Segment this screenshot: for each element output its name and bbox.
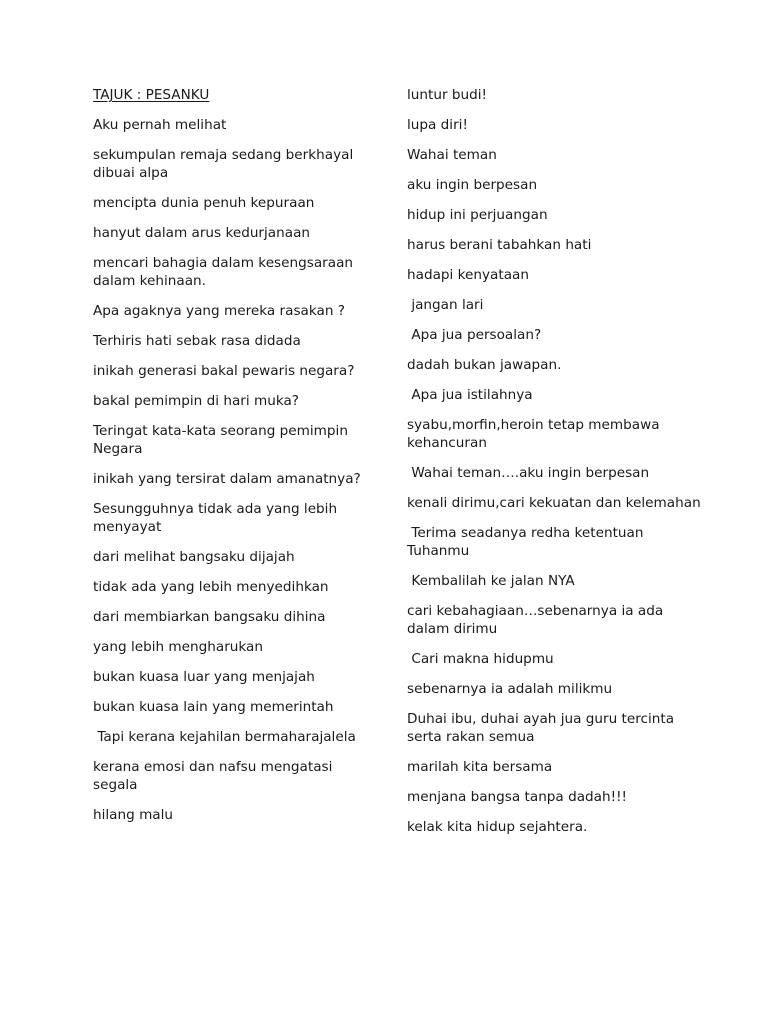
poem-line: Duhai ibu, duhai ayah jua guru tercinta serta rakan semua bbox=[407, 711, 679, 745]
poem-line: cari kebahagiaan…sebenarnya ia ada dalam dirimu bbox=[407, 603, 668, 637]
poem-line: inikah generasi bakal pewaris negara? bbox=[93, 363, 355, 379]
poem-line: hilang malu bbox=[93, 807, 174, 823]
poem-line: kerana emosi dan nafsu mengatasi segala bbox=[93, 759, 337, 793]
poem-line: sekumpulan remaja sedang berkhayal dibuai alpa bbox=[93, 147, 358, 181]
poem-line: dari melihat bangsaku dijajah bbox=[93, 549, 295, 565]
poem-line: jangan lari bbox=[407, 297, 484, 313]
left-column bbox=[93, 86, 375, 836]
poem-line: kenali dirimu,cari kekuatan dan kelemahan bbox=[407, 495, 701, 511]
poem-line: lupa diri! bbox=[407, 117, 468, 133]
poem-line: Terhiris hati sebak rasa didada bbox=[93, 333, 301, 349]
right-column bbox=[407, 86, 702, 848]
poem-line: syabu,morfin,heroin tetap membawa kehancuran bbox=[407, 417, 664, 451]
poem-line: sebenarnya ia adalah milikmu bbox=[407, 681, 613, 697]
poem-line: Wahai teman bbox=[407, 147, 497, 163]
poem-line: Cari makna hidupmu bbox=[407, 651, 554, 667]
poem-line: Kembalilah ke jalan NYA bbox=[407, 573, 575, 589]
poem-line: marilah kita bersama bbox=[407, 759, 553, 775]
poem-line: dadah bukan jawapan. bbox=[407, 357, 562, 373]
poem-line: inikah yang tersirat dalam amanatnya? bbox=[93, 471, 361, 487]
poem-line: bukan kuasa lain yang memerintah bbox=[93, 699, 334, 715]
poem-line: dari membiarkan bangsaku dihina bbox=[93, 609, 326, 625]
poem-line: Wahai teman….aku ingin berpesan bbox=[407, 465, 650, 481]
poem-line: Sesungguhnya tidak ada yang lebih menyayat bbox=[93, 501, 342, 535]
poem-line: Apa jua persoalan? bbox=[407, 327, 542, 343]
poem-line: Apa jua istilahnya bbox=[407, 387, 533, 403]
poem-line: yang lebih mengharukan bbox=[93, 639, 264, 655]
poem-line: bukan kuasa luar yang menjajah bbox=[93, 669, 315, 685]
poem-line: tidak ada yang lebih menyedihkan bbox=[93, 579, 329, 595]
poem-line: hanyut dalam arus kedurjanaan bbox=[93, 225, 311, 241]
poem-line: Aku pernah melihat bbox=[93, 117, 227, 133]
poem-line: hidup ini perjuangan bbox=[407, 207, 548, 223]
poem-line: kelak kita hidup sejahtera. bbox=[407, 819, 588, 835]
poem-line: menjana bangsa tanpa dadah!!! bbox=[407, 789, 627, 805]
poem-line: Teringat kata-kata seorang pemimpin Negara bbox=[93, 423, 353, 457]
poem-line: luntur budi! bbox=[407, 87, 487, 103]
poem-line: Tapi kerana kejahilan bermaharajalela bbox=[93, 729, 356, 745]
poem-line: mencari bahagia dalam kesengsaraan dalam kehinaan. bbox=[93, 255, 358, 289]
poem-title: TAJUK : PESANKU bbox=[93, 87, 210, 103]
poem-line: bakal pemimpin di hari muka? bbox=[93, 393, 300, 409]
poem-line: harus berani tabahkan hati bbox=[407, 237, 592, 253]
poem-line: aku ingin berpesan bbox=[407, 177, 538, 193]
poem-line: mencipta dunia penuh kepuraan bbox=[93, 195, 315, 211]
poem-line: hadapi kenyataan bbox=[407, 267, 529, 283]
poem-line: Terima seadanya redha ketentuan Tuhanmu bbox=[407, 525, 648, 559]
poem-line: Apa agaknya yang mereka rasakan ? bbox=[93, 303, 345, 319]
